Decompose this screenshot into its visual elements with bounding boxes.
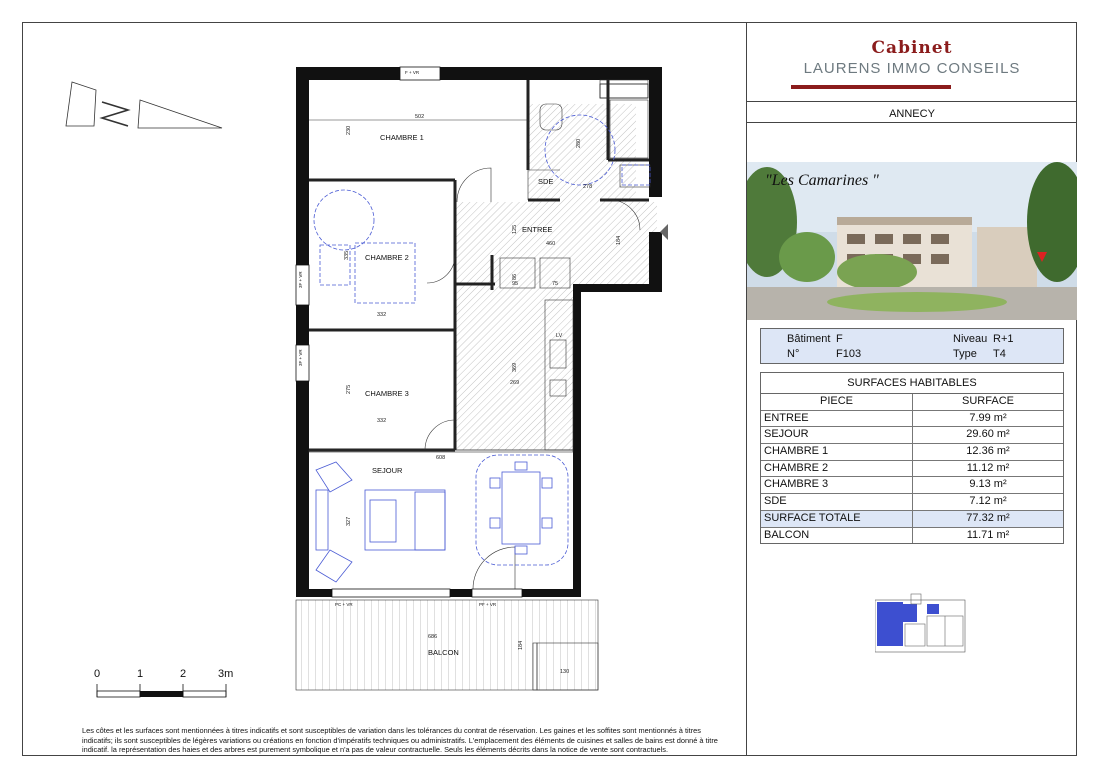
separator xyxy=(747,122,1077,123)
dimension-label: 502 xyxy=(415,114,425,120)
dimension-label: 86 xyxy=(512,273,518,280)
room-label-sde: SDE xyxy=(538,177,554,186)
dimension-label: 75 xyxy=(552,281,559,287)
row-surface: 9.13 m² xyxy=(969,478,1007,491)
row-surface: 77.32 m² xyxy=(966,511,1010,524)
dimension-label: 269 xyxy=(510,380,520,386)
surfaces-table xyxy=(760,372,1064,544)
opening-label: PC + VR xyxy=(335,602,353,607)
row-surface: 12.36 m² xyxy=(966,445,1010,458)
row-piece: CHAMBRE 2 xyxy=(761,461,913,477)
dimension-label: 125 xyxy=(512,224,518,234)
room-label-balcon: BALCON xyxy=(428,648,459,657)
dimension-label: 369 xyxy=(512,362,518,372)
table-row xyxy=(761,477,1063,494)
scale-bar xyxy=(94,668,233,697)
row-surface: 7.12 m² xyxy=(969,495,1007,508)
table-row-total xyxy=(761,511,1063,528)
table-row xyxy=(761,461,1063,478)
batiment-value: F xyxy=(836,333,843,345)
row-piece: SEJOUR xyxy=(761,427,913,443)
dimension-label: 184 xyxy=(518,640,524,650)
scale-label: 1 xyxy=(137,668,144,680)
dimension-label: 335 xyxy=(344,250,350,260)
dimension-label: 130 xyxy=(560,669,570,675)
opening-label: 3F + VR xyxy=(298,349,303,366)
company-logo xyxy=(747,22,1077,102)
niveau-label: Niveau xyxy=(953,333,988,345)
col-piece: PIECE xyxy=(761,394,913,410)
room-label-entree: ENTREE xyxy=(522,225,553,234)
dimension-label: 332 xyxy=(377,312,387,318)
scale-label: 2 xyxy=(180,668,187,680)
row-piece: BALCON xyxy=(761,528,913,544)
dimension-label: 608 xyxy=(436,455,446,461)
north-arrow-icon xyxy=(66,82,222,128)
room-label-sejour: SEJOUR xyxy=(372,466,403,475)
dimension-label: 184 xyxy=(616,235,622,245)
logo-line1: Cabinet xyxy=(871,38,953,58)
dimension-label: 460 xyxy=(546,241,556,247)
table-row xyxy=(761,494,1063,511)
logo-line2: LAURENS IMMO CONSEILS xyxy=(803,60,1021,77)
dimension-label: 230 xyxy=(346,125,352,135)
surfaces-header xyxy=(761,394,1063,411)
row-piece: CHAMBRE 1 xyxy=(761,444,913,460)
row-piece: ENTREE xyxy=(761,411,913,427)
opening-label: 3F + VR xyxy=(298,271,303,288)
dimension-label: 95 xyxy=(512,281,519,287)
type-value: T4 xyxy=(993,348,1006,360)
scale-label: 0 xyxy=(94,668,101,680)
num-value: F103 xyxy=(836,348,862,360)
room-label-chambre2: CHAMBRE 2 xyxy=(365,253,409,262)
row-surface: 7.99 m² xyxy=(969,411,1007,424)
surfaces-title: SURFACES HABITABLES xyxy=(761,373,1063,394)
dimension-label: 332 xyxy=(377,418,387,424)
table-row xyxy=(761,444,1063,461)
legal-disclaimer: Les côtes et les surfaces sont mentionnées à titres indicatifs et sont susceptibles de variation dans les tolérances du contrat de réservation. Les gaines et les soffites sont mentionnés à titres indicatifs; ils sont susceptibles de légères variations ou créations en fonction d'impératifs techniques ou administratifs. L'emplacement des éléments de cuisines et salles de bains est donné à titre indicatif. la représentation des haies et des arbres est purement symbolique et n'a pas de valeur contractuelle. Seuls les éléments décrits dans la notice de vente sont contractuels. xyxy=(82,726,718,754)
table-row xyxy=(761,528,1063,544)
room-label-chambre1: CHAMBRE 1 xyxy=(380,133,424,142)
row-surface: 11.12 m² xyxy=(966,461,1010,474)
row-surface: 29.60 m² xyxy=(966,428,1010,441)
niveau-value: R+1 xyxy=(993,333,1014,345)
dimension-label: 275 xyxy=(346,384,352,394)
building-info xyxy=(760,328,1064,364)
opening-label: F + VR xyxy=(405,70,420,75)
project-name: "Les Camarines " xyxy=(765,172,879,189)
row-piece: CHAMBRE 3 xyxy=(761,477,913,493)
dimension-label: 280 xyxy=(576,138,582,148)
table-row xyxy=(761,427,1063,444)
room-label-chambre3: CHAMBRE 3 xyxy=(365,389,409,398)
row-piece: SDE xyxy=(761,494,913,510)
balcony-decking xyxy=(296,600,598,690)
row-surface: 11.71 m² xyxy=(966,528,1010,541)
logo-bar xyxy=(791,85,951,89)
info-sidebar xyxy=(747,22,1077,756)
location-minimap xyxy=(875,590,967,656)
dimension-label: 686 xyxy=(428,634,438,640)
type-label: Type xyxy=(953,348,977,360)
opening-label: PF + VR xyxy=(479,602,497,607)
col-surface: SURFACE xyxy=(962,395,1014,407)
dimension-label: 278 xyxy=(583,184,593,190)
city-label: ANNECY xyxy=(889,108,935,120)
hatched-floor xyxy=(455,104,657,450)
kitchen-label: LV xyxy=(556,333,563,339)
table-row xyxy=(761,411,1063,428)
batiment-label: Bâtiment xyxy=(787,333,831,345)
row-piece: SURFACE TOTALE xyxy=(761,511,913,527)
dimension-label: 327 xyxy=(346,516,352,526)
separator xyxy=(747,101,1077,102)
scale-label: 3m xyxy=(218,668,234,680)
num-label: N° xyxy=(787,348,800,360)
